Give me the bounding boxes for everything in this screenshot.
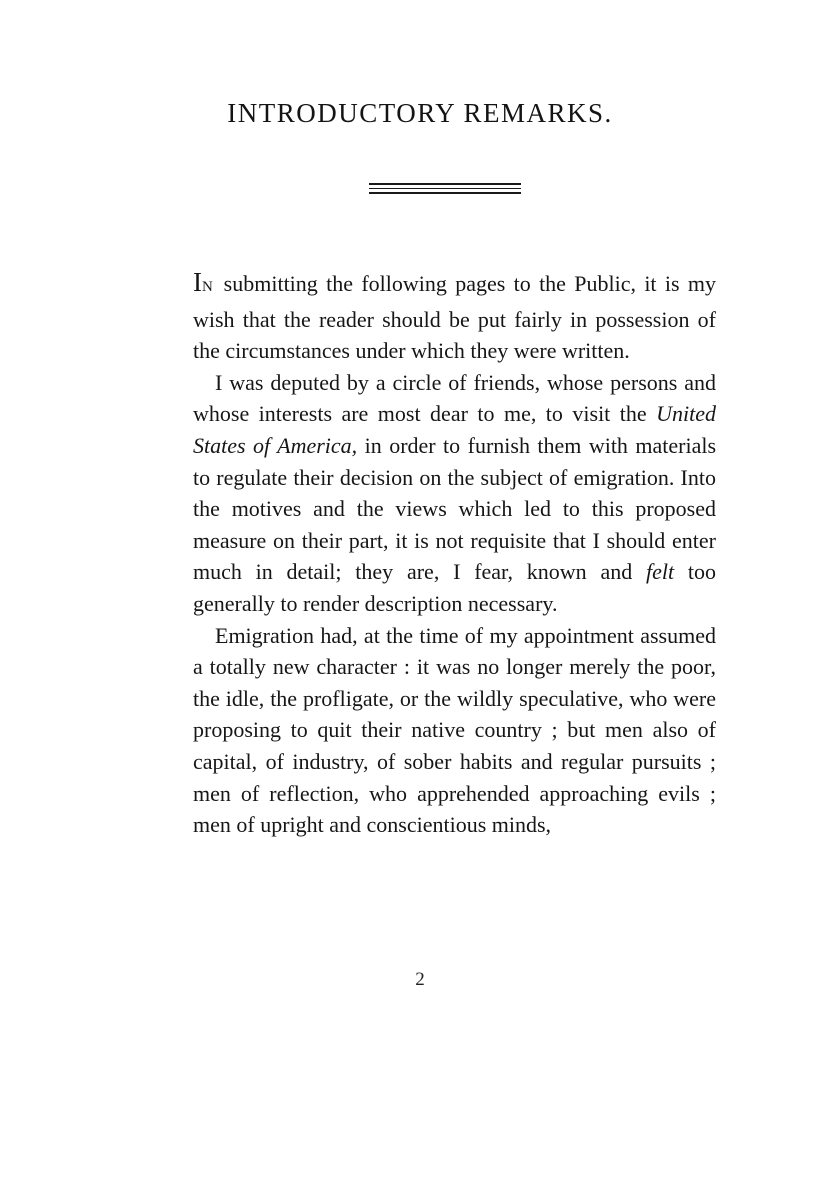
body-text: [193, 267, 716, 841]
paragraph-1: [193, 267, 716, 367]
paragraph-2-text-middle: in order to furnish them with materials to regulate their decision on the subject of emigration. Into the motives and the views which led to this proposed measure on their part, it is not requisite that I should enter much in detail; they are, I fear, known and: [193, 432, 717, 585]
ornamental-rule-middle: [369, 188, 521, 189]
small-capital: N: [202, 279, 214, 295]
paragraph-3-text: Emigration had, at the time of my appointment assumed a totally new character : it was no longer merely the poor, the idle, the profligate, or the wildly speculative, who were proposing to quit their native country ; but men also of capital, of industry, of sober habits and regular pursuits ; men of reflection, who apprehended approaching evils ; men of upright and conscientious minds,: [193, 622, 716, 838]
paragraph-2: [193, 367, 716, 620]
italic-united-states: United States of America,: [193, 401, 717, 458]
drop-capital: I: [193, 267, 202, 297]
ornamental-rule-top: [369, 183, 521, 185]
paragraph-1-text: submitting the following pages to the Public, it is my wish that the reader should be put fairly in possession of the circumstances under which they were written.: [193, 271, 716, 364]
paragraph-2-text-start: I was deputed by a circle of friends, whose persons and whose interests are most dear to me, to visit the: [193, 369, 716, 427]
ornamental-rule-bottom: [369, 192, 521, 194]
italic-felt: felt: [646, 559, 675, 585]
paragraph-2-text-end: too generally to render description necessary.: [193, 559, 717, 616]
page-number: 2: [415, 969, 425, 990]
page-heading: INTRODUCTORY REMARKS.: [227, 98, 613, 128]
paragraph-3: [193, 620, 716, 841]
